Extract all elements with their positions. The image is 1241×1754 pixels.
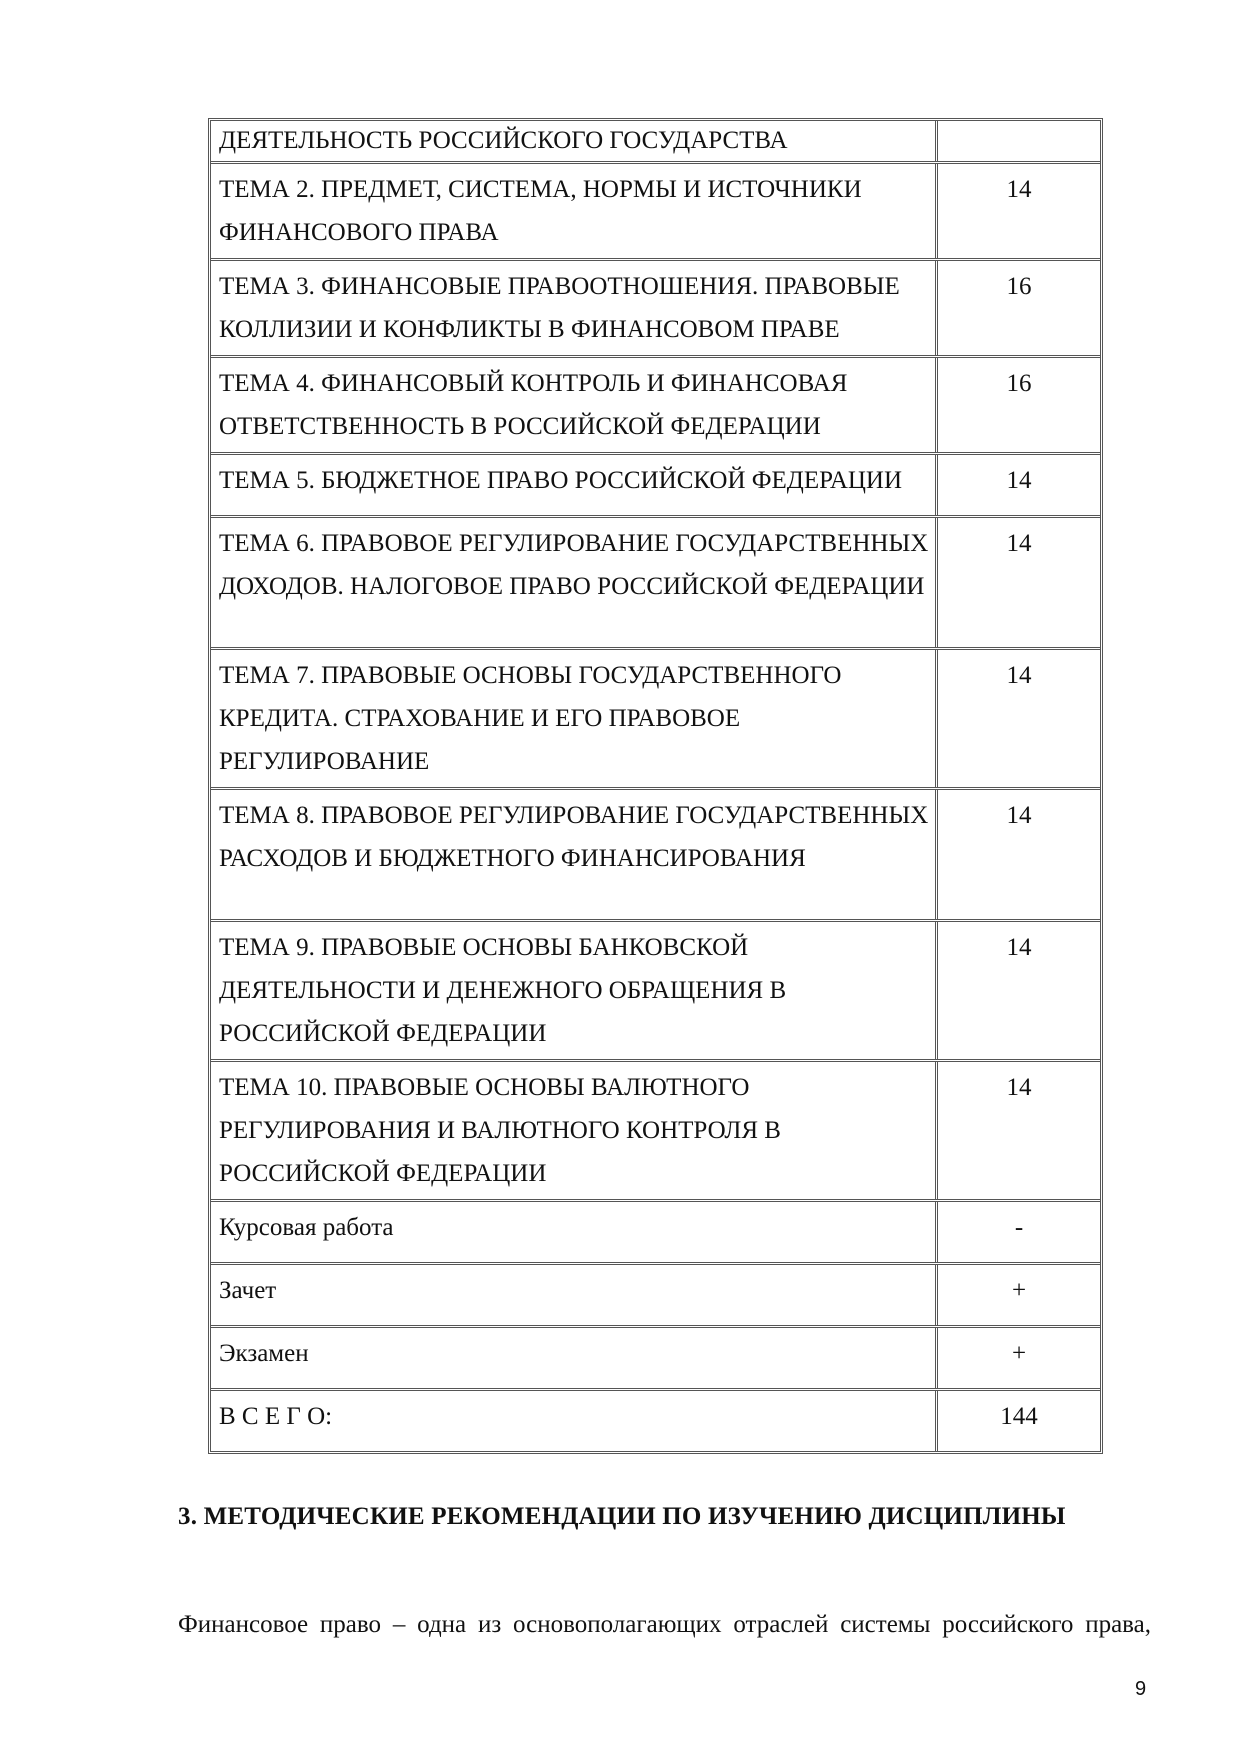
table-row [211,919,1100,1059]
table-row [211,121,1100,161]
table-row [211,1388,1100,1451]
topic-cell: Зачет [211,1265,938,1325]
hours-cell: - [1014,1214,1024,1241]
topic-cell: Курсовая работа [211,1202,938,1262]
topic-cell: Экзамен [211,1328,938,1388]
table-row [211,647,1100,787]
hours-cell: + [1011,1340,1027,1367]
topic-cell: ТЕМА 2. ПРЕДМЕТ, СИСТЕМА, НОРМЫ И ИСТОЧНИКИ ФИНАНСОВОГО ПРАВА [211,164,938,258]
hours-cell: 14 [1006,467,1032,494]
topic-cell: ТЕМА 5. БЮДЖЕТНОЕ ПРАВО РОССИЙСКОЙ ФЕДЕРАЦИИ [211,455,938,515]
hours-cell: 14 [1006,662,1032,689]
hours-cell: 14 [1006,934,1032,961]
table-row [211,1262,1100,1325]
table-row [211,1059,1100,1199]
topic-cell: ТЕМА 7. ПРАВОВЫЕ ОСНОВЫ ГОСУДАРСТВЕННОГО КРЕДИТА. СТРАХОВАНИЕ И ЕГО ПРАВОВОЕ РЕГУЛИРОВАНИЕ [211,650,938,787]
hours-cell: 14 [1006,530,1032,557]
topic-cell: ТЕМА 6. ПРАВОВОЕ РЕГУЛИРОВАНИЕ ГОСУДАРСТВЕННЫХ ДОХОДОВ. НАЛОГОВОЕ ПРАВО РОССИЙСКОЙ ФЕДЕРАЦИИ [211,518,938,647]
topic-cell: ТЕМА 10. ПРАВОВЫЕ ОСНОВЫ ВАЛЮТНОГО РЕГУЛИРОВАНИЯ И ВАЛЮТНОГО КОНТРОЛЯ В РОССИЙСКОЙ ФЕДЕРАЦИИ [211,1062,938,1199]
hours-cell: 14 [1006,1074,1032,1101]
topic-cell: ДЕЯТЕЛЬНОСТЬ РОССИЙСКОГО ГОСУДАРСТВА [211,121,938,161]
table-row [211,787,1100,919]
hours-cell: 16 [1006,273,1032,300]
hours-cell: 14 [1006,176,1032,203]
hours-table [208,118,1103,1454]
body-paragraph: Финансовое право – одна из основополагающих отраслей системы российского права, [178,1611,1151,1638]
hours-cell: 14 [1006,802,1032,829]
table-row [211,258,1100,355]
table-row [211,161,1100,258]
table-row [211,515,1100,647]
table-row [211,355,1100,452]
topic-cell: В С Е Г О: [211,1391,938,1451]
topic-cell: ТЕМА 4. ФИНАНСОВЫЙ КОНТРОЛЬ И ФИНАНСОВАЯ ОТВЕТСТВЕННОСТЬ В РОССИЙСКОЙ ФЕДЕРАЦИИ [211,358,938,452]
table-row [211,1325,1100,1388]
topic-cell: ТЕМА 3. ФИНАНСОВЫЕ ПРАВООТНОШЕНИЯ. ПРАВОВЫЕ КОЛЛИЗИИ И КОНФЛИКТЫ В ФИНАНСОВОМ ПРАВЕ [211,261,938,355]
section-heading: 3. МЕТОДИЧЕСКИЕ РЕКОМЕНДАЦИИ ПО ИЗУЧЕНИЮ ДИСЦИПЛИНЫ [178,1503,1066,1530]
hours-cell: 144 [1000,1403,1038,1430]
hours-cell: + [1011,1277,1027,1304]
page-number: 9 [1135,1678,1147,1700]
topic-cell: ТЕМА 9. ПРАВОВЫЕ ОСНОВЫ БАНКОВСКОЙ ДЕЯТЕЛЬНОСТИ И ДЕНЕЖНОГО ОБРАЩЕНИЯ В РОССИЙСКОЙ ФЕДЕРАЦИИ [211,922,938,1059]
hours-cell: 16 [1006,370,1032,397]
topic-cell: ТЕМА 8. ПРАВОВОЕ РЕГУЛИРОВАНИЕ ГОСУДАРСТВЕННЫХ РАСХОДОВ И БЮДЖЕТНОГО ФИНАНСИРОВАНИЯ [211,790,938,919]
hours-cell [938,121,1100,161]
table-row [211,452,1100,515]
table-row [211,1199,1100,1262]
